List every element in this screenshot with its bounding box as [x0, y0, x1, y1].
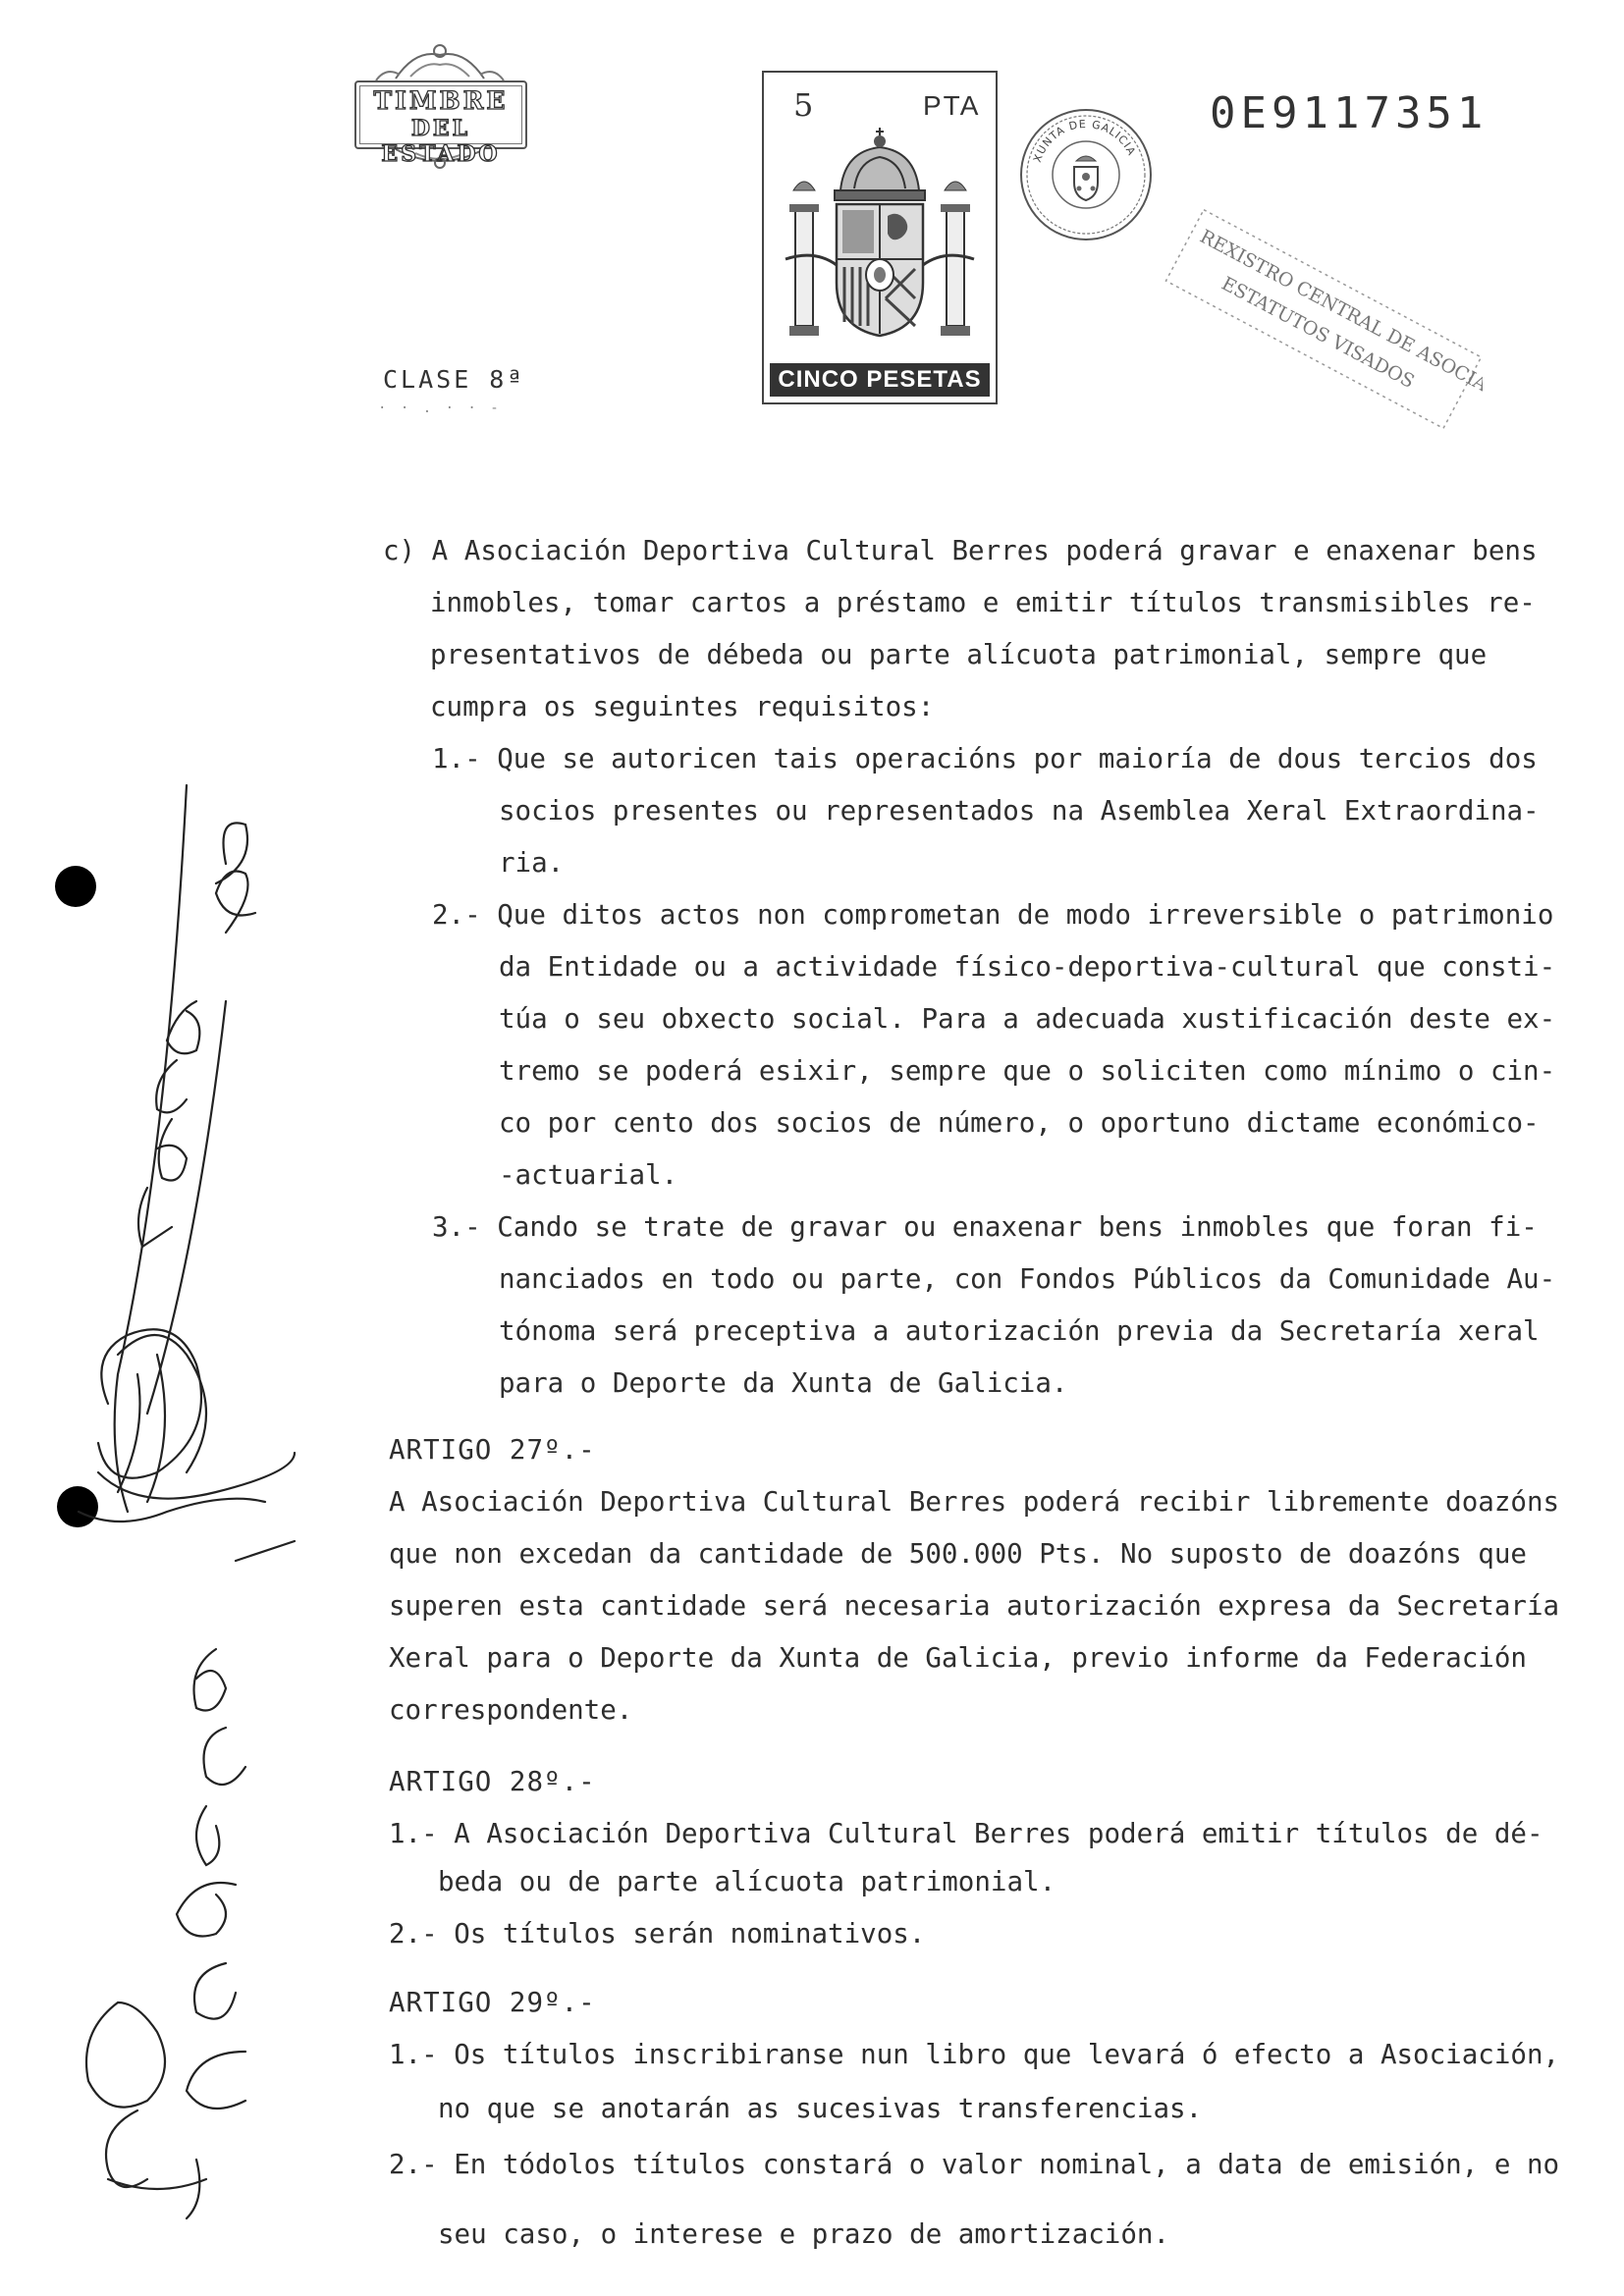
coat-of-arms-icon: [776, 122, 984, 347]
timbre-line-2: DEL ESTADO: [381, 116, 501, 167]
timbre-del-estado-stamp: [337, 29, 543, 177]
stamp-serial-number: 0E9117351: [1210, 88, 1489, 138]
five-pesetas-stamp: [762, 71, 998, 404]
item-3-line-1: 3.- Cando se trate de gravar ou enaxenar bens inmobles que foran fi-: [432, 1211, 1538, 1243]
xunta-de-galicia-seal: [1017, 106, 1155, 243]
artigo-29-line-2: no que se anotarán as sucesivas transferencias.: [438, 2093, 1203, 2124]
svg-text:XUNTA DE GALICIA: XUNTA DE GALICIA: [1030, 117, 1139, 165]
clase-underline-dots: · · . · · -: [378, 400, 502, 416]
artigo-27-line-2: que non excedan da cantidade de 500.000 Pts. No suposto de doazóns que: [389, 1538, 1527, 1570]
artigo-29-line-4: seu caso, o interese e prazo de amortización.: [438, 2218, 1170, 2250]
seal-icon: [1017, 106, 1155, 243]
section-c-line-4: cumpra os seguintes requisitos:: [430, 691, 935, 722]
registry-stamp-graphic: [1159, 187, 1483, 442]
artigo-28-line-1: 1.- A Asociación Deportiva Cultural Berres poderá emitir títulos de dé-: [389, 1818, 1543, 1849]
artigo-27-line-3: superen esta cantidade será necesaria autorización expresa da Secretaría: [389, 1590, 1560, 1622]
stamp-value: 5: [793, 86, 814, 124]
artigo-27-line-4: Xeral para o Deporte da Xunta de Galicia, previo informe da Federación: [389, 1642, 1527, 1674]
item-2-line-5: co por cento dos socios de número, o oportuno dictame económico-: [499, 1107, 1540, 1139]
section-c-line-2: inmobles, tomar cartos a préstamo e emitir títulos transmisibles re-: [430, 587, 1536, 618]
handwritten-signatures: [0, 766, 334, 2238]
artigo-28-line-2: beda ou de parte alícuota patrimonial.: [438, 1866, 1056, 1897]
item-3-line-4: para o Deporte da Xunta de Galicia.: [499, 1367, 1068, 1399]
item-2-line-4: tremo se poderá esixir, sempre que o soliciten como mínimo o cin-: [499, 1055, 1556, 1087]
item-2-line-6: -actuarial.: [499, 1159, 678, 1191]
item-2-line-2: da Entidade ou a actividade físico-deportiva-cultural que consti-: [499, 951, 1556, 983]
item-3-line-2: nanciados en todo ou parte, con Fondos Públicos da Comunidade Au-: [499, 1263, 1556, 1295]
item-2-line-3: túa o seu obxecto social. Para a adecuada xustificación deste ex-: [499, 1003, 1556, 1035]
artigo-27-line-1: A Asociación Deportiva Cultural Berres poderá recibir libremente doazóns: [389, 1486, 1560, 1518]
artigo-27-line-5: correspondente.: [389, 1694, 633, 1726]
clase-label: CLASE 8ª: [383, 365, 525, 394]
item-1-line-1: 1.- Que se autoricen tais operacións por maioría de dous tercios dos: [432, 743, 1538, 774]
svg-text:REXISTRO CENTRAL DE ASOCIACIÓN: REXISTRO CENTRAL DE ASOCIACIÓNS: [1196, 225, 1483, 428]
section-c-line-3: presentativos de débeda ou parte alícuota patrimonial, sempre que: [430, 639, 1488, 670]
stamp-unit: PTA: [923, 90, 981, 121]
stamp-label: CINCO PESETAS: [770, 363, 990, 397]
artigo-29-heading: ARTIGO 29º.-: [389, 1987, 596, 2018]
item-1-line-3: ria.: [499, 847, 565, 879]
artigo-28-line-3: 2.- Os títulos serán nominativos.: [389, 1918, 926, 1949]
section-c-line-1: c) A Asociación Deportiva Cultural Berres poderá gravar e enaxenar bens: [383, 535, 1538, 566]
artigo-28-heading: ARTIGO 28º.-: [389, 1766, 596, 1797]
item-3-line-3: tónoma será preceptiva a autorización previa da Secretaría xeral: [499, 1315, 1540, 1347]
svg-text:ESTATUTOS VISADOS: ESTATUTOS VISADOS: [1218, 272, 1419, 394]
timbre-label-box: [354, 80, 527, 167]
registro-central-stamp: [1159, 187, 1483, 442]
artigo-29-line-1: 1.- Os títulos inscribiranse nun libro que levará ó efecto a Asociación,: [389, 2039, 1560, 2070]
timbre-line-1: TIMBRE: [373, 86, 509, 115]
artigo-27-heading: ARTIGO 27º.-: [389, 1434, 596, 1466]
item-2-line-1: 2.- Que ditos actos non comprometan de modo irreversible o patrimonio: [432, 899, 1554, 931]
item-1-line-2: socios presentes ou representados na Asemblea Xeral Extraordina-: [499, 795, 1540, 827]
artigo-29-line-3: 2.- En tódolos títulos constará o valor nominal, a data de emisión, e no: [389, 2149, 1560, 2180]
